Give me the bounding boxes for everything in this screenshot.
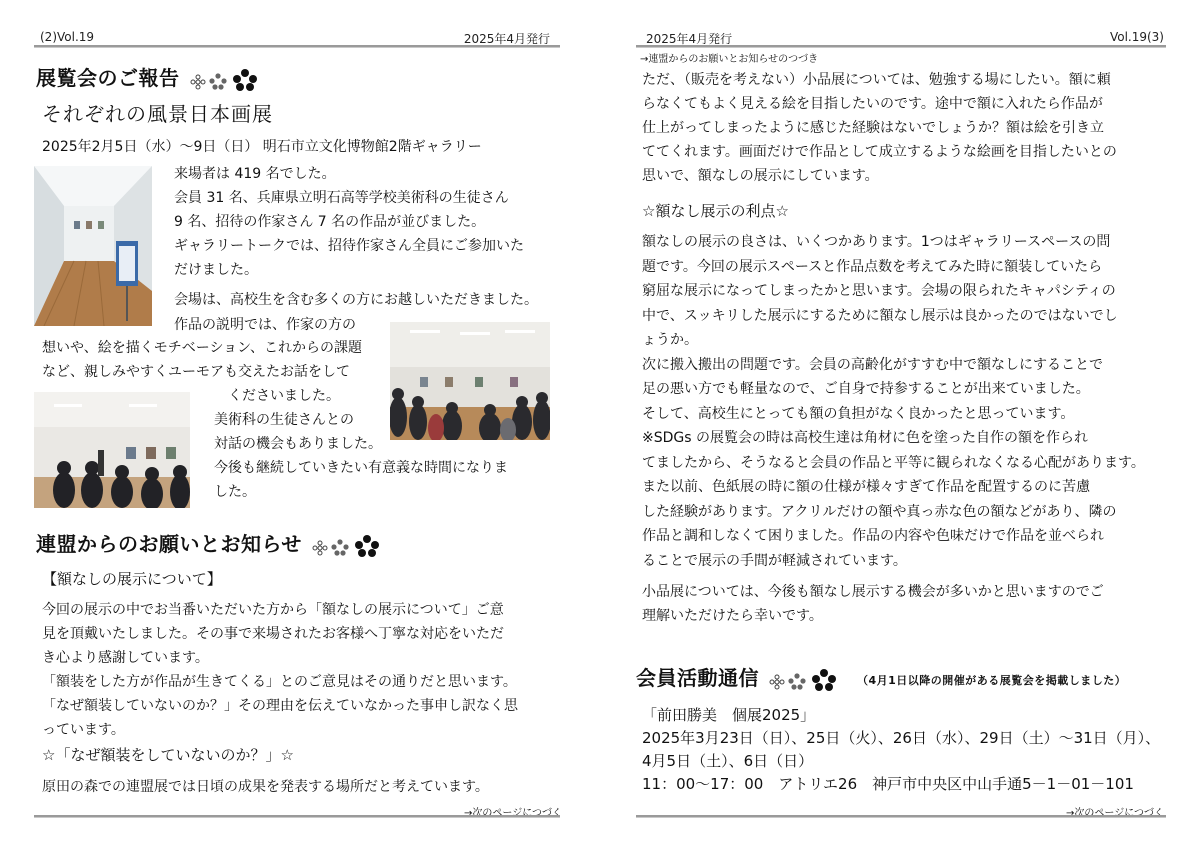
- advantages-body: [642, 230, 1145, 573]
- text-line: ただ、（販売を考えない）小品展については、勉強する場にしたい。額に頼: [642, 72, 1111, 88]
- text-line: 中で、スッキリした展示にするために額なし展示は良かったのではないでし: [642, 307, 1118, 324]
- text-line: ることで展示の手間が軽減されています。: [642, 552, 907, 569]
- notice-subheading: ☆「なぜ額装をしていないのか？」☆: [42, 746, 294, 764]
- exhibition-text-e: [214, 384, 508, 504]
- event-dates: 2025年3月23日（日）、25日（火）、26日（水）、29日（土）～31日（月）、: [642, 729, 1161, 747]
- notice-last-line: 原田の森での連盟展では日頃の成果を発表する場所だと考えています。: [42, 779, 489, 795]
- photo-students-dialogue: [34, 392, 190, 508]
- text-line: また以前、色紙展の時に額の仕様が様々すぎて作品を配置するのに苦慮: [642, 479, 1090, 495]
- text-line: など、親しみやすくユーモアも交えたお話をして: [42, 364, 350, 380]
- text-line: っています。: [42, 722, 125, 738]
- text-line: ギャラリートークでは、招待作家さん全員にご参加いた: [174, 238, 524, 254]
- text-line: 額なしの展示の良さは、いくつかあります。1つはギャラリースペースの問: [642, 234, 1111, 250]
- flower-ornament-icon: [769, 667, 839, 693]
- header-rule: [636, 45, 1166, 48]
- notice-heading: 【額なしの展示について】: [42, 570, 222, 588]
- text-line: した経験があります。アクリルだけの額や真っ赤な色の額などがあり、隣の: [642, 503, 1117, 520]
- text-line: 「なぜ額装していないのか？」その理由を伝えていなかった事申し訳なく思: [42, 698, 518, 714]
- exhibition-report-title: 展覧会のご報告: [36, 62, 260, 92]
- exhibition-text-b: 会場は、高校生を含む多くの方にお越しいただきました。: [174, 292, 538, 308]
- text-line: そして、高校生にとっても額の負担がなく良かったと思っています。: [642, 405, 1075, 422]
- header-volume: Vol.19(3): [1109, 30, 1164, 44]
- right-page: [600, 0, 1200, 849]
- member-activity-title: 会員活動通信 （4月1日以降の開催がある展覧会を掲載しました）: [636, 662, 1126, 692]
- text-line: 今回の展示の中でお当番いただいた方から「額なしの展示について」ご意: [42, 602, 504, 618]
- header-date: 2025年4月発行: [463, 32, 550, 46]
- activity-listing: [642, 704, 1160, 796]
- text-line: 題です。今回の展示スペースと作品点数を考えてみた時に額装していたら: [642, 258, 1103, 275]
- text-line: 対話の機会もありました。: [214, 436, 382, 452]
- event-title: 「前田勝美 個展2025」: [642, 706, 816, 724]
- notice-section-title: 連盟からのお願いとお知らせ: [36, 528, 382, 558]
- text-line: 仕上がってしまったように感じた経験はないでしょうか？額は絵を引き立: [642, 120, 1104, 136]
- text-line: くださいました。: [228, 388, 340, 404]
- event-dates-cont: 4月5日（土）、6日（日）: [642, 752, 814, 770]
- footer-rule: [636, 815, 1166, 818]
- text-line: 9 名、招待の作家さん 7 名の作品が並びました。: [174, 214, 486, 230]
- exhibition-text-c: 作品の説明では、作家の方の: [174, 317, 356, 333]
- text-line: 見を頂戴いたしました。その事で来場されたお客様へ丁寧な対応をいただ: [42, 626, 504, 642]
- text-line: 今後も継続していきたい有意義な時間になりま: [214, 460, 508, 476]
- text-line: 会員 31 名、兵庫県立明石高等学校美術科の生徒さん: [174, 190, 509, 206]
- text-line: ※SDGs の展覧会の時は高校生達は角材に色を塗った自作の額を作られ: [642, 430, 1088, 446]
- exhibition-text-d: [42, 336, 362, 384]
- continued-next-page-note: →次のページにつづく: [464, 808, 562, 819]
- text-line: ててくれます。画面だけで作品として成立するような絵画を目指したいとの: [642, 144, 1117, 160]
- flower-ornament-icon: [190, 67, 260, 93]
- text-line: 窮屈な展示になってしまったかと思います。会場の限られたキャパシティの: [642, 283, 1116, 299]
- text-line: 美術科の生徒さんとの: [214, 412, 354, 428]
- exhibition-dateline: 2025年2月5日（水）～9日（日） 明石市立文化博物館2階ギャラリー: [42, 139, 482, 155]
- text-line: だけました。: [174, 262, 258, 278]
- notice-body: [42, 598, 518, 742]
- exhibition-text-a: [174, 162, 524, 282]
- header-date: 2025年4月発行: [646, 32, 733, 46]
- text-line: 来場者は 419 名でした。: [174, 166, 336, 182]
- advantages-subheading: ☆額なし展示の利点☆: [642, 202, 789, 220]
- event-time-venue: 11：00～17：00 アトリエ26 神戸市中央区中山手通5－1－01－101: [642, 775, 1134, 793]
- text-line: 「額装をした方が作品が生きてくる」とのご意見はその通りだと思います。: [42, 674, 517, 690]
- text-line: 思いで、額なしの展示にしています。: [642, 168, 879, 184]
- text-line: 理解いただけたら幸いです。: [642, 608, 823, 624]
- text-line: した。: [214, 484, 256, 500]
- text-line: き心より感謝しています。: [42, 650, 209, 666]
- closing-body: [642, 580, 1104, 628]
- text-line: 足の悪い方でも軽量なので、ご自身で持参することが出来ていました。: [642, 381, 1090, 397]
- header-rule: [34, 45, 560, 48]
- flower-ornament-icon: [312, 533, 382, 559]
- continued-from-note: →連盟からのお願いとお知らせのつづき: [640, 54, 819, 65]
- text-line: 次に搬入搬出の問題です。会員の高齢化がすすむ中で額なしにすることで: [642, 356, 1104, 373]
- photo-gallery-hall: [34, 166, 152, 326]
- frameless-reason-body: [642, 68, 1117, 188]
- text-line: てましたから、そうなると会員の作品と平等に観られなくなる心配があります。: [642, 454, 1145, 471]
- text-line: 作品と調和しなくて困りました。作品の内容や色味だけで作品を並べられ: [642, 528, 1104, 544]
- text-line: 想いや、絵を描くモチベーション、これからの課題: [42, 340, 363, 356]
- footer-rule: [34, 815, 560, 818]
- text-line: らなくてもよく見える絵を目指したいのです。途中で額に入れたら作品が: [642, 96, 1103, 112]
- continued-next-page-note: →次のページにつづく: [1066, 808, 1164, 819]
- activity-note: （4月1日以降の開催がある展覧会を掲載しました）: [857, 673, 1127, 687]
- text-line: ょうか。: [642, 332, 698, 348]
- header-volume: (2)Vol.19: [40, 30, 95, 44]
- text-line: 小品展については、今後も額なし展示する機会が多いかと思いますのでご: [642, 584, 1104, 600]
- exhibition-name: それぞれの風景日本画展: [42, 102, 273, 126]
